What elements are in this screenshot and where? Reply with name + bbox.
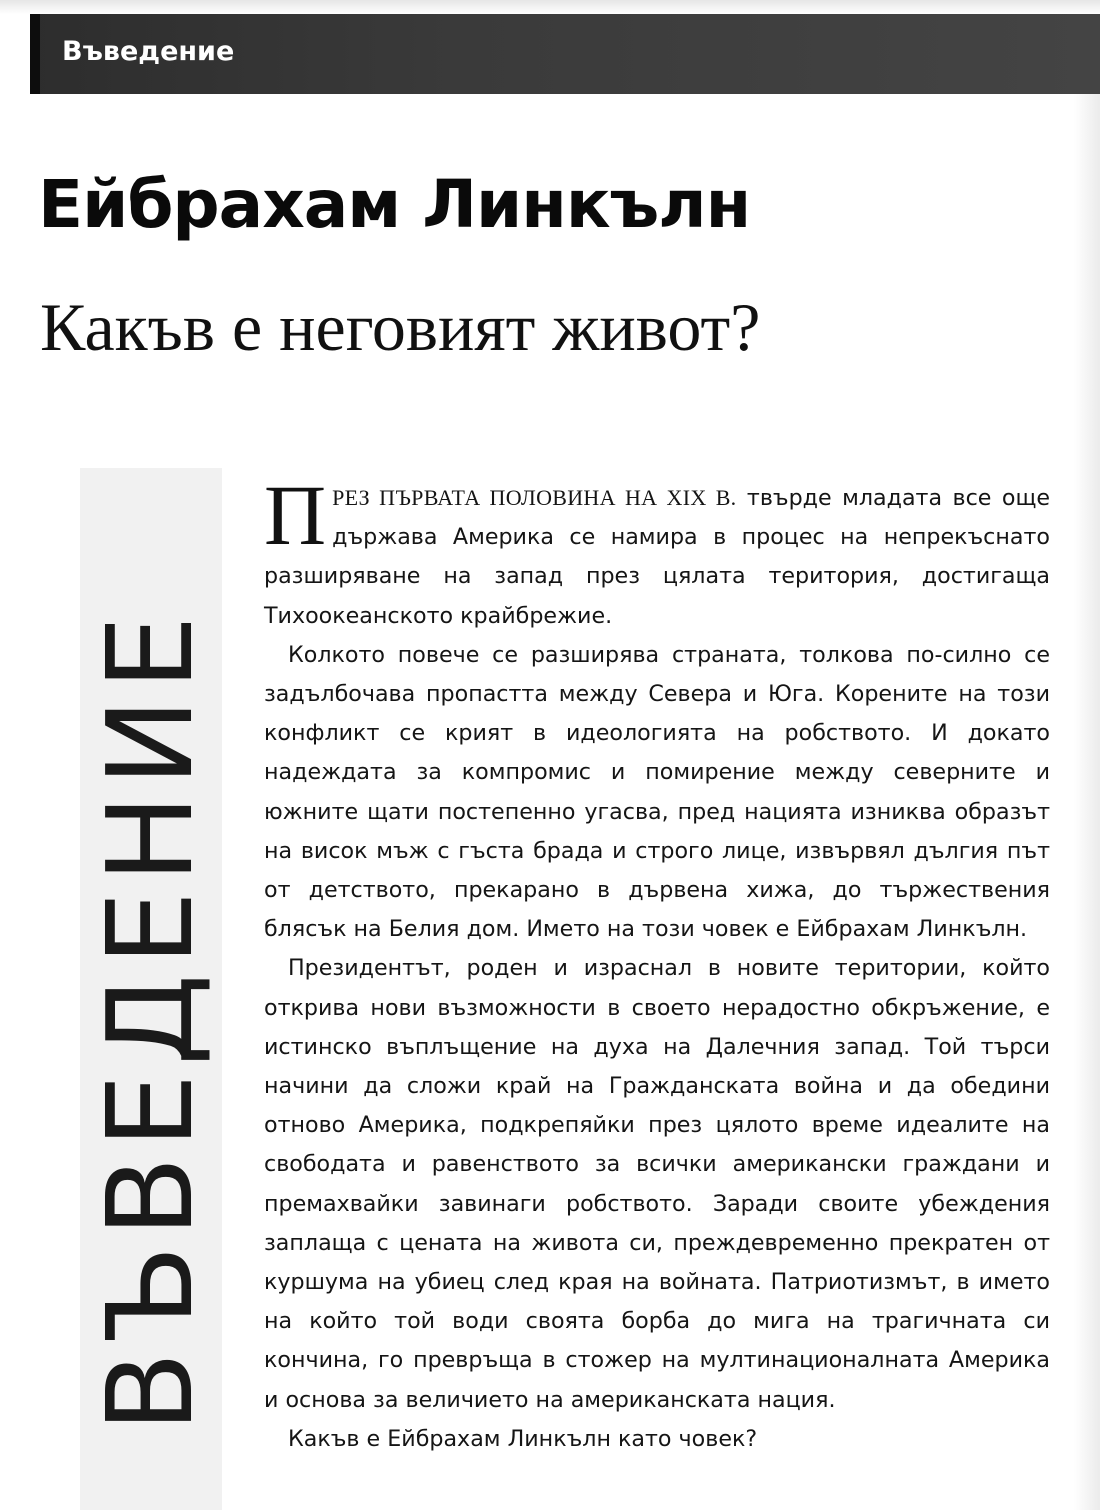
paragraph-1-text: твърде младата все още държава Америка се намира в процес на непрекъснато разширяване на запад през цялата територия, достигаща Тихоокеанското крайбрежие. bbox=[264, 485, 1050, 629]
page-edge-shade bbox=[1074, 94, 1100, 1510]
paragraph-1 bbox=[264, 467, 1050, 636]
paragraph-2: Колкото повече се разширява страната, толкова по-силно се задълбочава пропастта между Севера и Юга. Корените на този конфликт се крият в идеологията на робството. И докато надеждата за компромис и помирение между северните и южните щати постепенно угасва, пред нацията изниква образът на висок мъж с гъста брада и строго лице, извървял дългия път от детството, прекарано в дървена хижа, до тържествения блясък на Белия дом. Името на този човек е Ейбрахам Линкълн. bbox=[264, 641, 1050, 943]
paragraph-3: Президентът, роден и израснал в новите територии, който открива нови възможности в своето нерадостно обкръжение, е истинско въплъщение на духа на Далечния запад. Той търси начини да сложи край на Гражданската война и да обедини отново Америка, подкрепяйки през цялото време идеалите на свободата и равенството за всички американски граждани и премахвайки завинаги робството. Заради своите убеждения заплаща с цената на живота си, преждевременно прекратен от куршума на убиец след края на войната. Патриотизмът, в името на който той води своята борба до мига на трагичната си кончина, го превръща в стожер на мултинационалната Америка и основа за величието на американската нация. bbox=[264, 955, 1050, 1413]
article-body bbox=[264, 467, 1050, 1459]
section-header-label: Въведение bbox=[62, 36, 235, 67]
page-subtitle: Какъв е неговият живот? bbox=[40, 289, 761, 365]
lead-in-text: РЕЗ ПЪРВАТА ПОЛОВИНА НА XIX В. bbox=[332, 485, 737, 510]
page-title: Ейбрахам Линкълн bbox=[38, 166, 751, 243]
drop-cap: П bbox=[264, 467, 327, 563]
paragraph-4: Какъв е Ейбрахам Линкълн като човек? bbox=[288, 1425, 758, 1452]
vertical-section-label: ВЪВЕДЕНИЕ bbox=[81, 607, 219, 1433]
header-accent-stripe bbox=[30, 14, 40, 94]
page-top-edge bbox=[0, 0, 1100, 14]
